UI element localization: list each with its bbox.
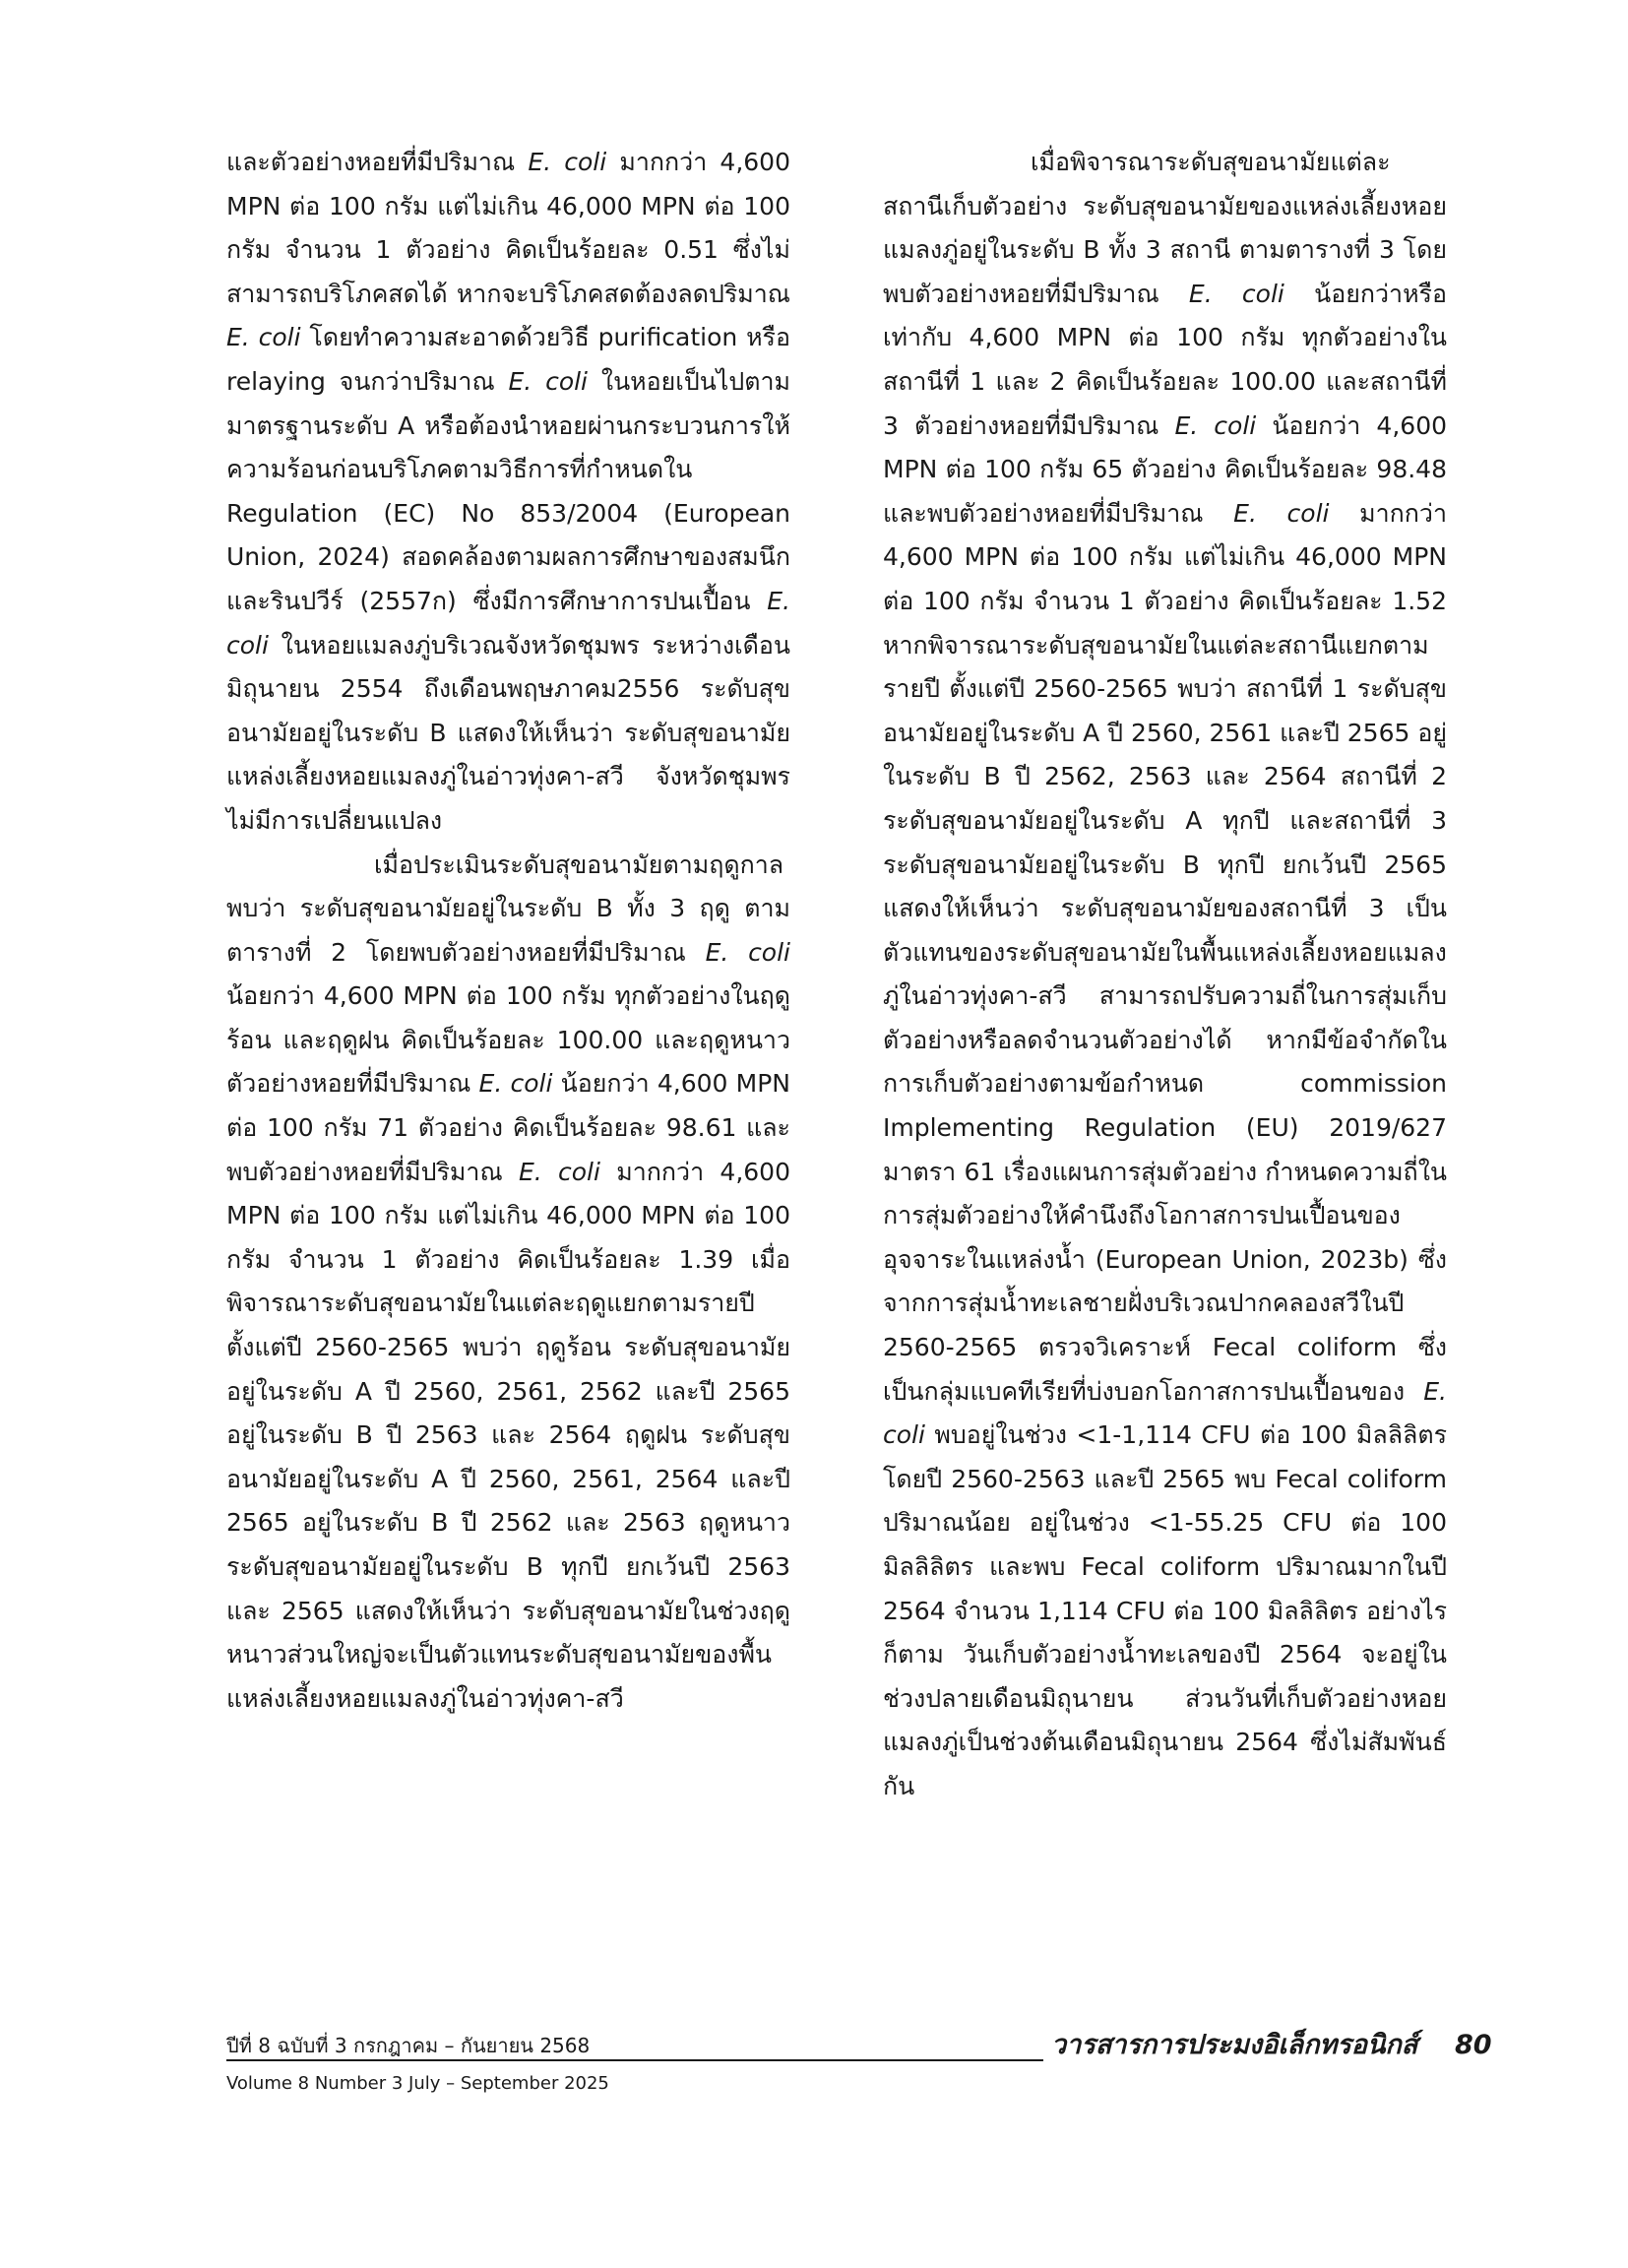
page-footer <box>226 2032 1496 2130</box>
species-name: E. coli <box>705 937 790 967</box>
species-name: E. coli <box>478 1069 553 1099</box>
species-name: E. coli <box>883 1376 1447 1450</box>
species-name: E. coli <box>518 1157 600 1186</box>
left-paragraph-2: เมื่อประเมินระดับสุขอนามัยตามฤดูกาล พบว่า ระดับสุขอนามัยอยู่ในระดับ B ทั้ง 3 ฤดู ตามตารางที่ 2 โดยพบตัวอย่างหอยที่มีปริมาณ E. coli น้อยกว่า 4,600 MPN ต่อ 100 กรัม ทุกตัวอย่างในฤดูร้อน และฤดูฝน คิดเป็นร้อยละ 100.00 และฤดูหนาว ตัวอย่างหอยที่มีปริมาณ E. coli น้อยกว่า 4,600 MPN ต่อ 100 กรัม 71 ตัวอย่าง คิดเป็นร้อยละ 98.61 และพบตัวอย่างหอยที่มีปริมาณ E. coli มากกว่า 4,600 MPN ต่อ 100 กรัม แต่ไม่เกิน 46,000 MPN ต่อ 100 กรัม จำนวน 1 ตัวอย่าง คิดเป็นร้อยละ 1.39 เมื่อพิจารณาระดับสุขอนามัยในแต่ละฤดูแยกตามรายปีตั้งแต่ปี 2560-2565 พบว่า ฤดูร้อน ระดับสุขอนามัยอยู่ในระดับ A ปี 2560, 2561, 2562 และปี 2565 อยู่ในระดับ B ปี 2563 และ 2564 ฤดูฝน ระดับสุขอนามัยอยู่ในระดับ A ปี 2560, 2561, 2564 และปี 2565 อยู่ในระดับ B ปี 2562 และ 2563 ฤดูหนาว ระดับสุขอนามัยอยู่ในระดับ B ทุกปี ยกเว้นปี 2563 และ 2565 แสดงให้เห็นว่า ระดับสุขอนามัยในช่วงฤดูหนาวส่วนใหญ่จะเป็นตัวแทนระดับสุขอนามัยของพื้นแหล่งเลี้ยงหอยแมลงภู่ในอ่าวทุ่งคา-สวี <box>226 850 790 1713</box>
species-name: E. coli <box>226 586 790 660</box>
species-name: E. coli <box>1233 498 1330 528</box>
issue-info-thai: ปีที่ 8 ฉบับที่ 3 กรกฎาคม – กันยายน 2568 <box>226 2032 594 2059</box>
right-column <box>883 141 1447 1809</box>
species-name: E. coli <box>1188 279 1284 308</box>
species-name: E. coli <box>528 148 607 176</box>
species-name: E. coli <box>226 323 301 352</box>
page-number: 80 <box>1455 2030 1492 2060</box>
footer-divider <box>226 2059 1043 2061</box>
journal-name: วารสารการประมงอิเล็กทรอนิกส์ <box>1051 2030 1418 2060</box>
species-name: E. coli <box>1174 410 1257 440</box>
right-paragraph-1: เมื่อพิจารณาระดับสุขอนามัยแต่ละสถานีเก็บตัวอย่าง ระดับสุขอนามัยของแหล่งเลี้ยงหอยแมลงภู่อยู่ในระดับ B ทั้ง 3 สถานี ตามตารางที่ 3 โดยพบตัวอย่างหอยที่มีปริมาณ E. coli น้อยกว่าหรือเท่ากับ 4,600 MPN ต่อ 100 กรัม ทุกตัวอย่างในสถานีที่ 1 และ 2 คิดเป็นร้อยละ 100.00 และสถานีที่ 3 ตัวอย่างหอยที่มีปริมาณ E. coli น้อยกว่า 4,600 MPN ต่อ 100 กรัม 65 ตัวอย่าง คิดเป็นร้อยละ 98.48 และพบตัวอย่างหอยที่มีปริมาณ E. coli มากกว่า 4,600 MPN ต่อ 100 กรัม แต่ไม่เกิน 46,000 MPN ต่อ 100 กรัม จำนวน 1 ตัวอย่าง คิดเป็นร้อยละ 1.52 หากพิจารณาระดับสุขอนามัยในแต่ละสถานีแยกตามรายปี ตั้งแต่ปี 2560-2565 พบว่า สถานีที่ 1 ระดับสุขอนามัยอยู่ในระดับ A ปี 2560, 2561 และปี 2565 อยู่ในระดับ B ปี 2562, 2563 และ 2564 สถานีที่ 2 ระดับสุขอนามัยอยู่ในระดับ A ทุกปี และสถานีที่ 3 ระดับสุขอนามัยอยู่ในระดับ B ทุกปี ยกเว้นปี 2565 แสดงให้เห็นว่า ระดับสุขอนามัยของสถานีที่ 3 เป็นตัวแทนของระดับสุขอนามัยในพื้นแหล่งเลี้ยงหอยแมลงภู่ในอ่าวทุ่งคา-สวี สามารถปรับความถี่ในการสุ่มเก็บตัวอย่างหรือลดจำนวนตัวอย่างได้ หากมีข้อจำกัดในการเก็บตัวอย่างตามข้อกำหนด commission Implementing Regulation (EU) 2019/627 มาตรา 61 เรื่องแผนการสุ่มตัวอย่าง กำหนดความถี่ในการสุ่มตัวอย่างให้คำนึงถึงโอกาสการปนเปื้อนของอุจจาระในแหล่งน้ำ (European Union, 2023b) ซึ่งจากการสุ่มน้ำทะเลชายฝั่งบริเวณปากคลองสวีในปี 2560-2565 ตรวจวิเคราะห์ Fecal coliform ซึ่งเป็นกลุ่มแบคทีเรียที่บ่งบอกโอกาสการปนเปื้อนของ E. coli พบอยู่ในช่วง <1-1,114 CFU ต่อ 100 มิลลิลิตร โดยปี 2560-2563 และปี 2565 พบ Fecal coliform ปริมาณน้อย อยู่ในช่วง <1-55.25 CFU ต่อ 100 มิลลิลิตร และพบ Fecal coliform ปริมาณมากในปี 2564 จำนวน 1,114 CFU ต่อ 100 มิลลิลิตร อย่างไรก็ตาม วันเก็บตัวอย่างน้ำทะเลของปี 2564 จะอยู่ในช่วงปลายเดือนมิถุนายน ส่วนวันที่เก็บตัวอย่างหอยแมลงภู่เป็นช่วงต้นเดือนมิถุนายน 2564 ซึ่งไม่สัมพันธ์กัน <box>883 148 1448 1800</box>
issue-info-english: Volume 8 Number 3 July – September 2025 <box>226 2073 609 2094</box>
species-name: E. coli <box>508 366 589 396</box>
left-paragraph-1: และตัวอย่างหอยที่มีปริมาณ E. coli มากกว่า 4,600 MPN ต่อ 100 กรัม แต่ไม่เกิน 46,000 MPN ต่อ 100 กรัม จำนวน 1 ตัวอย่าง คิดเป็นร้อยละ 0.51 ซึ่งไม่สามารถบริโภคสดได้ หากจะบริโภคสดต้องลดปริมาณ E. coli โดยทำความสะอาดด้วยวิธี purification หรือ relaying จนกว่าปริมาณ E. coli ในหอยเป็นไปตามมาตรฐานระดับ A หรือต้องนำหอยผ่านกระบวนการให้ความร้อนก่อนบริโภคตามวิธีการที่กำหนดใน Regulation (EC) No 853/2004 (European Union, 2024) สอดคล้องตามผลการศึกษาของสมนึก และรินปวีร์ (2557ก) ซึ่งมีการศึกษาการปนเปื้อน E. coli ในหอยแมลงภู่บริเวณจังหวัดชุมพร ระหว่างเดือนมิถุนายน 2554 ถึงเดือนพฤษภาคม2556 ระดับสุขอนามัยอยู่ในระดับ B แสดงให้เห็นว่า ระดับสุขอนามัยแหล่งเลี้ยงหอยแมลงภู่ในอ่าวทุ่งคา-สวี จังหวัดชุมพร ไม่มีการเปลี่ยนแปลง <box>226 148 791 835</box>
left-column <box>226 141 790 1721</box>
